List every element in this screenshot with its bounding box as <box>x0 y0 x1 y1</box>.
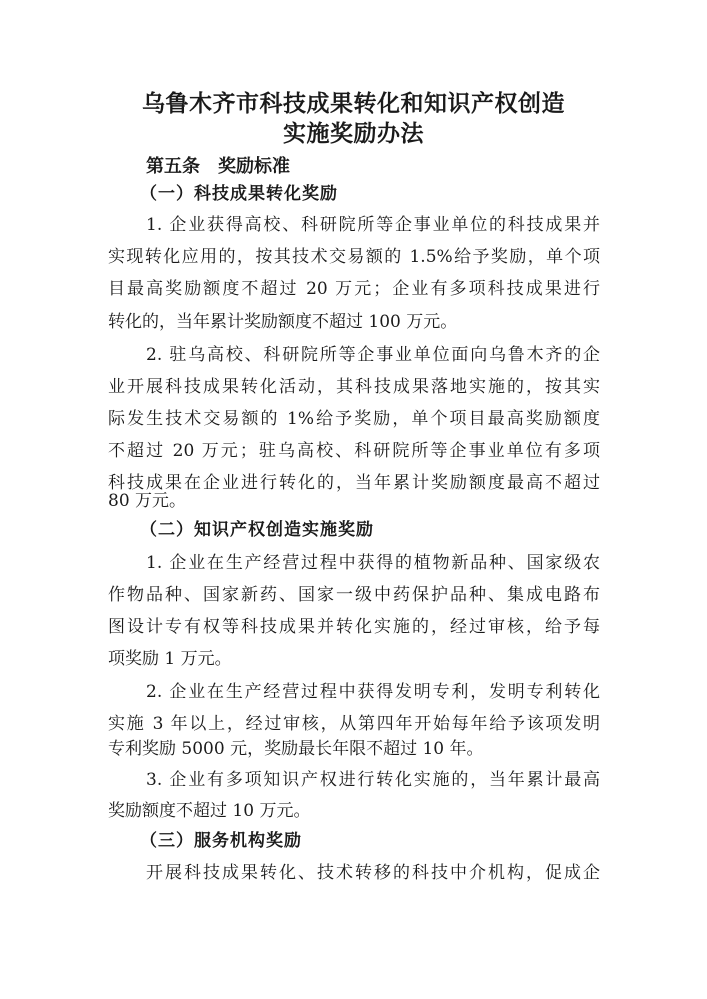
paragraph-line: 图设计专有权等科技成果并转化实施的，经过审核，给予每 <box>108 617 600 637</box>
paragraph-line: 2. 企业在生产经营过程中获得发明专利，发明专利转化 <box>146 682 600 702</box>
paragraph-line: 3. 企业有多项知识产权进行转化实施的，当年累计最高 <box>146 770 600 790</box>
paragraph-line: 1. 企业获得高校、科研院所等企事业单位的科技成果并 <box>146 215 600 235</box>
paragraph-line: 项奖励 1 万元。 <box>108 649 232 669</box>
document-title-line-1: 乌鲁木齐市科技成果转化和知识产权创造 <box>142 91 565 117</box>
paragraph-line: 2. 驻乌高校、科研院所等企事业单位面向乌鲁木齐的企 <box>146 345 600 365</box>
paragraph-line: 科技成果在企业进行转化的，当年累计奖励额度最高不超过 <box>108 473 600 493</box>
section-heading-service-agency: （三）服务机构奖励 <box>140 831 302 851</box>
paragraph-line: 作物品种、国家新药、国家一级中药保护品种、集成电路布 <box>108 585 600 605</box>
section-heading-tech-transfer: （一）科技成果转化奖励 <box>140 184 338 204</box>
paragraph-line: 开展科技成果转化、技术转移的科技中介机构，促成企 <box>146 863 600 883</box>
paragraph-line: 实现转化应用的，按其技术交易额的 1.5%给予奖励，单个项 <box>108 247 600 267</box>
section-heading-ip-creation: （二）知识产权创造实施奖励 <box>140 520 374 540</box>
paragraph-line: 专利奖励 5000 元，奖励最长年限不超过 10 年。 <box>108 739 484 759</box>
paragraph-line: 不超过 20 万元；驻乌高校、科研院所等企事业单位有多项 <box>108 441 600 461</box>
document-title-line-2: 实施奖励办法 <box>283 121 424 147</box>
paragraph-line: 际发生技术交易额的 1%给予奖励，单个项目最高奖励额度 <box>108 409 600 429</box>
paragraph-line: 奖励额度不超过 10 万元。 <box>108 801 311 821</box>
paragraph-line: 业开展科技成果转化活动，其科技成果落地实施的，按其实 <box>108 377 600 397</box>
paragraph-line: 1. 企业在生产经营过程中获得的植物新品种、国家级农 <box>146 553 600 573</box>
article-heading: 第五条 奖励标准 <box>146 156 290 177</box>
paragraph-line: 目最高奖励额度不超过 20 万元；企业有多项科技成果进行 <box>108 279 600 299</box>
paragraph-line: 转化的，当年累计奖励额度不超过 100 万元。 <box>108 312 458 332</box>
paragraph-line: 80 万元。 <box>108 491 187 511</box>
paragraph-line: 实施 3 年以上，经过审核，从第四年开始每年给予该项发明 <box>108 714 600 734</box>
